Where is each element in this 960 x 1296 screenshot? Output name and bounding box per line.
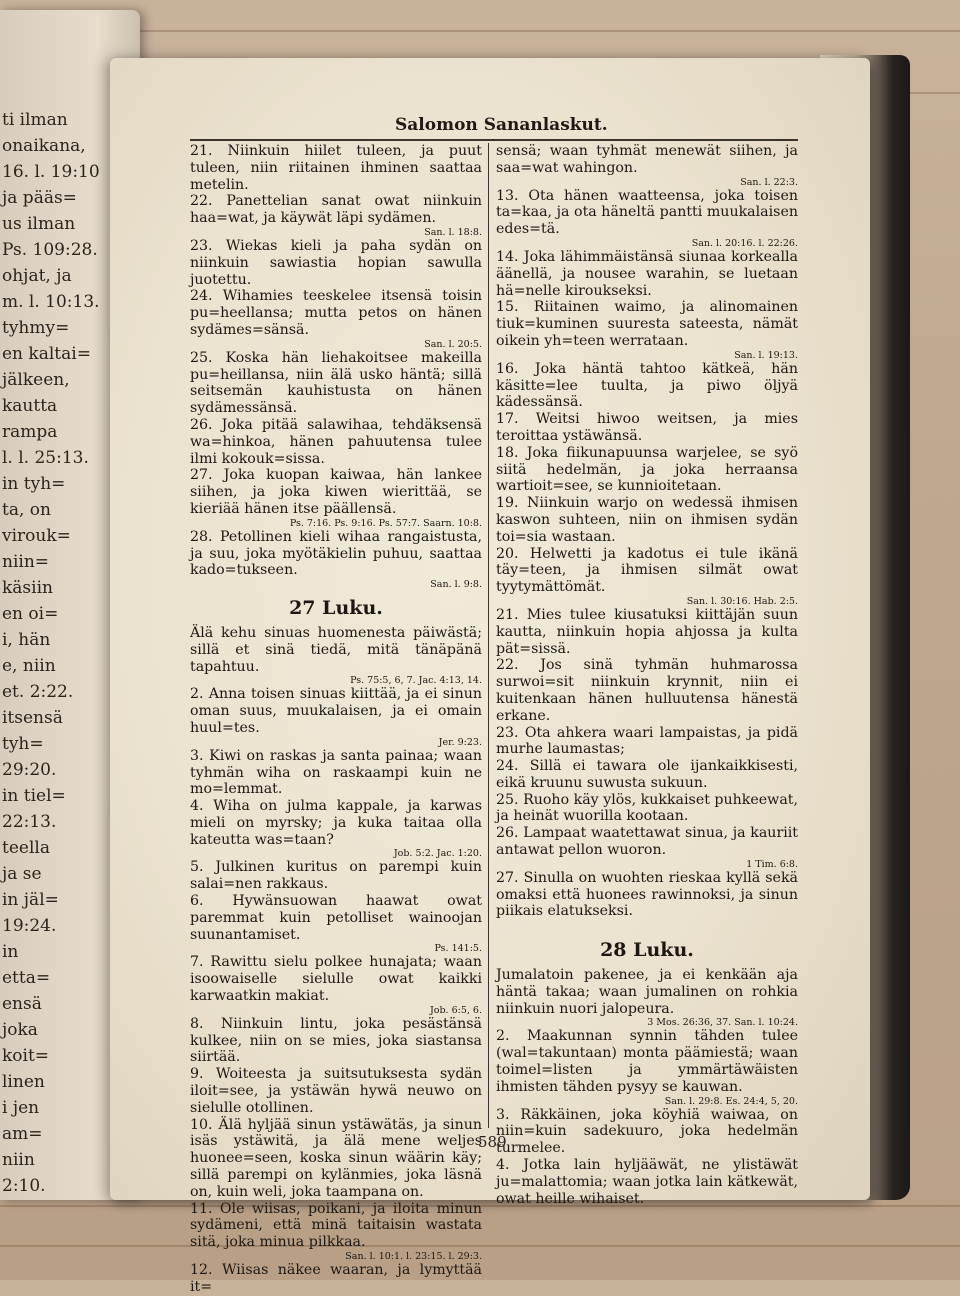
left-page-fragment: ja pääs= — [2, 188, 77, 208]
verse: Jumalatoin pakenee, ja ei kenkään aja häntä takaa; waan jumalinen on rohkia niinkuin nuori jalopeura. — [496, 967, 798, 1017]
chapter-28-verses — [496, 967, 798, 1207]
left-page-fragment: l. l. 25:13. — [2, 448, 89, 468]
verse: 9. Woiteesta ja suitsutuksesta sydän iloit=see, ja ystäwän hywä neuwo on sielulle otollinen. — [190, 1066, 482, 1116]
verse: 23. Wiekas kieli ja paha sydän on niinkuin sawiastia hopian sawulla juotettu. — [190, 237, 482, 288]
left-page-fragment: e, niin — [2, 656, 56, 676]
verse: Älä kehu sinuas huomenesta päiwästä; sillä et sinä tiedä, mitä tänäpänä tapahtuu. — [190, 624, 482, 675]
left-page-fragment: 16. l. 19:10 — [2, 162, 100, 182]
chapter-27-title: 27 Luku. — [289, 597, 383, 620]
left-page-fragment: et. 2:22. — [2, 682, 74, 702]
verse: 16. Joka häntä tahtoo kätkeä, hän käsitte=lee tuulta, ja piwo öljyä kädessänsä. — [496, 360, 798, 411]
left-page-fragment: tyhmy= — [2, 318, 70, 338]
verse: 13. Ota hänen waatteensa, joka toisen ta=kaa, ja ota häneltä pantti muukalaisen edes=tä. — [496, 187, 798, 238]
left-page-fragment: in — [2, 942, 19, 962]
verses-27-continued — [496, 143, 798, 920]
cross-reference: 1 Tim. 6:8. — [746, 858, 798, 870]
verse: 14. Joka lähimmäistänsä siunaa korkealla äänellä, ja nousee warahin, se luetaan hä=nelle kiroukseksi. — [496, 248, 798, 299]
left-page-fragment: linen — [2, 1072, 45, 1092]
verse: 3. Räkkäinen, joka köyhiä waiwaa, on niin=kuin sadekuuro, joka hedelmän turmelee. — [496, 1106, 798, 1157]
cross-reference: Ps. 141:5. — [434, 943, 482, 955]
verse: 27. Sinulla on wuohten rieskaa kyllä sekä omaksi että huonees rawinnoksi, ja sinun piikais elatukseksi. — [496, 869, 798, 920]
cross-reference: San. l. 9:8. — [430, 579, 482, 591]
right-column — [496, 143, 798, 1207]
verse: 28. Petollinen kieli wihaa rangaistusta, ja suu, joka myötäkielin puhuu, saattaa kado=tukseen. — [190, 528, 482, 579]
cross-reference: San. l. 20:16. l. 22:26. — [691, 237, 798, 249]
verse: 4. Wiha on julma kappale, ja karwas mieli on myrsky; ja kuka taitaa olla kateutta was=taan? — [190, 798, 482, 848]
verse: 26. Lampaat waatettawat sinua, ja kauriit antawat pellon wuoron. — [496, 825, 798, 859]
left-page-fragment: 2:10. — [2, 1176, 46, 1196]
left-column — [190, 143, 482, 1296]
verse: 19. Niinkuin warjo on wedessä ihmisen kaswon suhteen, niin on ihmisen sydän toi=sia wastaan. — [496, 495, 798, 545]
left-page-fragment: ja se — [2, 864, 42, 884]
verse: 3. Kiwi on raskas ja santa painaa; waan tyhmän wiha on raskaampi kuin ne mo=lemmat. — [190, 747, 482, 798]
verse: 21. Mies tulee kiusatuksi kiittäjän suun kautta, niinkuin hopia ahjossa ja kulta pät=sissä. — [496, 606, 798, 657]
left-page-fragment: in tiel= — [2, 786, 66, 806]
verse: 12. Wiisas näkee waaran, ja lymyttää it= — [190, 1262, 482, 1295]
cross-reference: Job. 5:2. Jac. 1:20. — [393, 848, 482, 860]
verse: 20. Helwetti ja kadotus ei tule ikänä täy=teen, ja ihmisen silmät owat tyytymättömät. — [496, 545, 798, 596]
verse: 5. Julkinen kuritus on parempi kuin salai=nen rakkaus. — [190, 859, 482, 893]
verse: 24. Sillä ei tawara ole ijankaikkisesti, eikä kruunu suwusta sukuun. — [496, 758, 798, 791]
cross-reference: San. l. 29:8. Es. 24:4, 5, 20. — [664, 1095, 798, 1107]
left-page-fragment: 22:13. — [2, 812, 57, 832]
verse: 15. Riitainen waimo, ja alinomainen tiuk=kuminen suuresta sateesta, nämät oikein yh=teen werrataan. — [496, 299, 798, 349]
verse: 2. Anna toisen sinuas kiittää, ja ei sinun oman suus, muukalaisen, ja ei omain huul=tes. — [190, 686, 482, 736]
cross-reference: San. l. 20:5. — [424, 338, 482, 350]
verse: 18. Joka fiikunapuunsa warjelee, se syö siitä hedelmän, ja joka herraansa wartioit=see, se kunnioitetaan. — [496, 444, 798, 495]
verse: 11. Ole wiisas, poikani, ja iloita minun sydämeni, että minä taitaisin wastata sitä, joka minua pilkkaa. — [190, 1200, 482, 1251]
cross-reference: San. l. 10:1. l. 23:15. l. 29:3. — [345, 1251, 482, 1263]
cross-reference: San. l. 19:13. — [734, 349, 798, 361]
page-number: 589 — [478, 1133, 507, 1151]
cross-reference: San. l. 18:8. — [424, 226, 482, 238]
verse: 27. Joka kuopan kaiwaa, hän lankee siihen, ja joka kiwen wierittää, se kieriää hänen itse päällensä. — [190, 467, 482, 517]
cross-reference: 3 Mos. 26:36, 37. San. l. 10:24. — [647, 1017, 798, 1029]
cross-reference: Jer. 9:23. — [438, 736, 482, 748]
left-page-fragment: en oi= — [2, 604, 59, 624]
left-page-fragment: tyh= — [2, 734, 44, 754]
left-page-fragment: jälkeen, — [2, 370, 70, 390]
verse: 26. Joka pitää salawihaa, tehdäksensä wa=hinkoa, hänen pahuutensa tulee ilmi kokouk=sissa. — [190, 416, 482, 467]
left-page-fragment: rampa — [2, 422, 58, 442]
column-divider — [488, 143, 489, 1128]
left-page-fragment: in jäl= — [2, 890, 59, 910]
verse: 22. Panettelian sanat owat niinkuin haa=wat, ja käywät läpi sydämen. — [190, 193, 482, 227]
left-page-fragment: virouk= — [2, 526, 71, 546]
verses-before-27 — [190, 143, 482, 590]
verse: 21. Niinkuin hiilet tuleen, ja puut tuleen, niin riitainen ihminen saattaa metelin. — [190, 143, 482, 193]
left-page-fragment: en kaltai= — [2, 344, 91, 364]
verse: 4. Jotka lain hyljääwät, ne ylistäwät ju=malattomia; waan jotka lain kätkewät, owat heille wihaiset. — [496, 1157, 798, 1207]
left-page-fragment: joka — [2, 1020, 38, 1040]
left-page-fragment: am= — [2, 1124, 43, 1144]
cross-reference: Ps. 7:16. Ps. 9:16. Ps. 57:7. Saarn. 10:8. — [289, 517, 482, 529]
left-page-fragment: niin= — [2, 552, 50, 572]
left-page-fragment: ohjat, ja — [2, 266, 72, 286]
verse: 25. Ruoho käy ylös, kukkaiset puhkeewat, ja heinät wuorilla kootaan. — [496, 791, 798, 825]
left-page-fragment: onaikana, — [2, 136, 86, 156]
left-page-fragment: kautta — [2, 396, 58, 416]
left-page-fragment: m. l. 10:13. — [2, 292, 100, 312]
left-page-fragment: käsiin — [2, 578, 53, 598]
verse: 22. Jos sinä tyhmän huhmarossa surwoi=sit niinkuin krynnit, niin ei kuitenkaan hänen hulluutensa hänestä erkane. — [496, 657, 798, 724]
left-page-fragment: 29:20. — [2, 760, 57, 780]
verse: 7. Rawittu sielu polkee hunajata; waan isoowaiselle sielulle owat kaikki karwaatkin makiat. — [190, 954, 482, 1005]
left-page-fragment: in tyh= — [2, 474, 66, 494]
cross-reference: Ps. 75:5, 6, 7. Jac. 4:13, 14. — [350, 675, 482, 687]
left-page-fragment: teella — [2, 838, 50, 858]
left-page-fragment: i jen — [2, 1098, 40, 1118]
cross-reference: San. l. 22:3. — [740, 176, 798, 188]
left-page-fragment: koit= — [2, 1046, 50, 1066]
left-page-fragment: ensä — [2, 994, 42, 1014]
chapter-28-title: 28 Luku. — [600, 939, 694, 962]
verse: 25. Koska hän liehakoitsee makeilla pu=heillansa, niin älä usko häntä; sillä seitsemän kauhistusta on hänen sydämessänsä. — [190, 349, 482, 417]
left-page-fragment: us ilman — [2, 214, 76, 234]
left-page-fragment: Ps. 109:28. — [2, 240, 98, 260]
verse: 24. Wihamies teeskelee itsensä toisin pu=heellansa; mutta petos on hänen sydämes=sänsä. — [190, 288, 482, 338]
left-page-fragment: ta, on — [2, 500, 51, 520]
verse: 23. Ota ahkera waari lampaistas, ja pidä murhe laumastas; — [496, 724, 798, 758]
left-page-fragment: ti ilman — [2, 110, 68, 130]
cross-reference: Job. 6:5, 6. — [429, 1004, 482, 1016]
left-page-fragment: itsensä — [2, 708, 63, 728]
verse: sensä; waan tyhmät menewät siihen, ja saa=wat wahingon. — [496, 143, 798, 176]
header-rule — [190, 139, 798, 141]
left-page-fragment: niin — [2, 1150, 35, 1170]
left-page-fragment: etta= — [2, 968, 51, 988]
left-page-fragment: i, hän — [2, 630, 51, 650]
verse: 8. Niinkuin lintu, joka pesästänsä kulkee, niin on se mies, joka siastansa siirtää. — [190, 1015, 482, 1066]
running-head: Salomon Sananlaskut. — [395, 115, 608, 135]
verse: 10. Älä hyljää sinun ystäwätäs, ja sinun isäs ystäwitä, ja älä mene weljes huonee=seen, koska sinun wäärin käy; sillä parempi on kylänmies, joka läsnä on, kuin weli, joka taampana on. — [190, 1116, 482, 1200]
left-page-fragment: 19:24. — [2, 916, 57, 936]
cross-reference: San. l. 30:16. Hab. 2:5. — [686, 595, 798, 607]
verse: 6. Hywänsuowan haawat owat paremmat kuin petolliset wainoojan suunantamiset. — [190, 893, 482, 943]
verse: 17. Weitsi hiwoo weitsen, ja mies teroittaa ystäwänsä. — [496, 411, 798, 444]
verse: 2. Maakunnan synnin tähden tulee (wal=takuntaan) monta päämiestä; waan toimel=listen ja ymmärtäwäisten ihmisten tähden pysyy se kauwan. — [496, 1028, 798, 1095]
chapter-27-verses — [190, 625, 482, 1296]
